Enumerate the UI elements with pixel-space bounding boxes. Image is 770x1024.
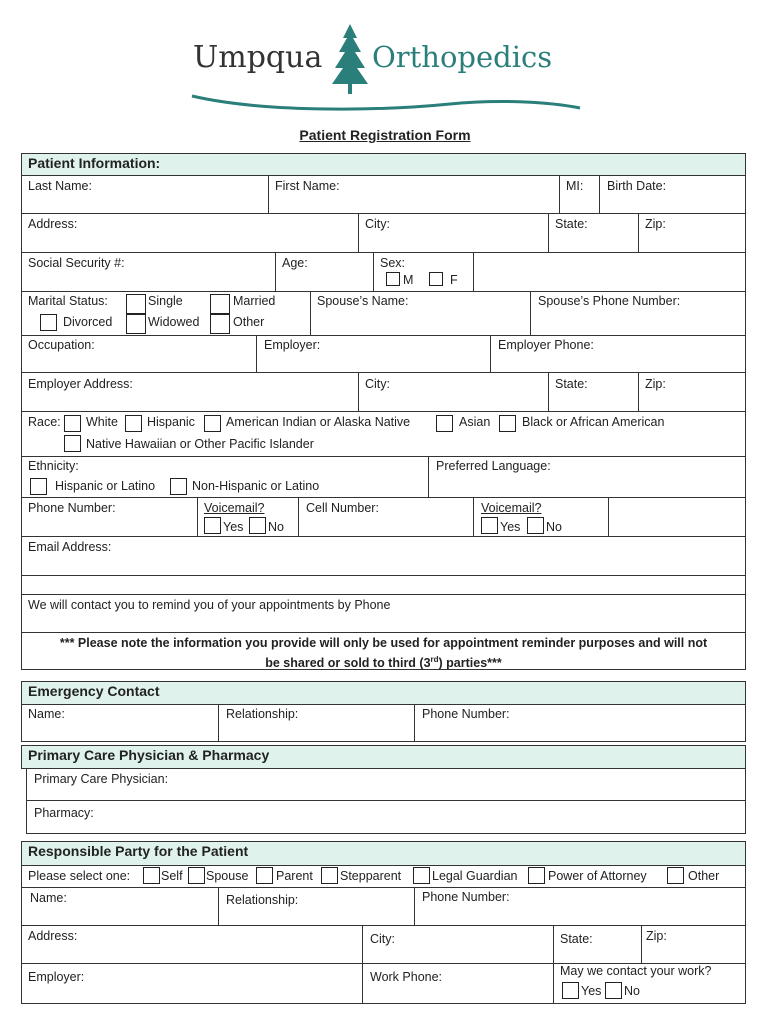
self-label: Self: [161, 869, 183, 883]
power-of-attorney-label: Power of Attorney: [548, 869, 647, 883]
privacy-notice-line1: *** Please note the information you provide will only be used for appointment reminder purposes and will not: [59, 636, 708, 650]
spouse-label: Spouse: [206, 869, 249, 883]
white-checkbox[interactable]: [64, 415, 81, 432]
patient-info-header: Patient Information:: [21, 153, 746, 176]
cell-voicemail-no-checkbox[interactable]: [527, 517, 544, 534]
parent-checkbox[interactable]: [256, 867, 273, 884]
cell-number-label: Cell Number:: [306, 501, 379, 515]
contact-work-yes-label: Yes: [581, 984, 602, 998]
american-indian-label: American Indian or Alaska Native: [226, 415, 411, 429]
responsible-state-label: State:: [560, 932, 593, 946]
responsible-phone-label: Phone Number:: [422, 890, 510, 904]
logo-right-word: Orthopedics: [372, 40, 553, 74]
stepparent-label: Stepparent: [340, 869, 402, 883]
divorced-label: Divorced: [63, 315, 113, 329]
please-select-label: Please select one:: [28, 869, 131, 883]
single-checkbox[interactable]: [126, 294, 146, 314]
responsible-zip-label: Zip:: [646, 929, 667, 943]
power-of-attorney-checkbox[interactable]: [528, 867, 545, 884]
employer-address-label: Employer Address:: [28, 377, 133, 391]
logo-left-word: Umpqua: [193, 40, 323, 75]
contact-work-no-label: No: [624, 984, 640, 998]
self-checkbox[interactable]: [143, 867, 160, 884]
employer-state-label: State:: [555, 377, 588, 391]
emergency-phone-label: Phone Number:: [422, 707, 510, 721]
non-hispanic-checkbox[interactable]: [170, 478, 187, 495]
voicemail-yes-checkbox[interactable]: [204, 517, 221, 534]
age-label: Age:: [282, 256, 308, 270]
first-name-label: First Name:: [275, 179, 340, 193]
birth-date-label: Birth Date:: [607, 179, 667, 193]
non-hispanic-label: Non-Hispanic or Latino: [192, 479, 320, 493]
employer-label: Employer:: [264, 338, 321, 352]
marital-status-label: Marital Status:: [28, 294, 108, 308]
pcp-pharmacy-header: Primary Care Physician & Pharmacy: [21, 745, 746, 769]
spouse-phone-label: Spouse’s Phone Number:: [538, 294, 681, 308]
contact-work-label: May we contact your work?: [560, 964, 712, 978]
stepparent-checkbox[interactable]: [321, 867, 338, 884]
phone-number-label: Phone Number:: [28, 501, 116, 515]
contact-work-yes-checkbox[interactable]: [562, 982, 579, 999]
hawaiian-label: Native Hawaiian or Other Pacific Islander: [86, 437, 314, 451]
sex-f-label: F: [450, 273, 458, 287]
cell-voicemail-yes-checkbox[interactable]: [481, 517, 498, 534]
privacy-notice-line2: be shared or sold to third (3rd) parties***: [265, 655, 502, 671]
emergency-name-label: Name:: [28, 707, 65, 721]
cell-voicemail-yes-label: Yes: [500, 520, 521, 534]
ssn-label: Social Security #:: [28, 256, 125, 270]
voicemail-label: Voicemail?: [204, 501, 265, 515]
black-checkbox[interactable]: [499, 415, 516, 432]
widowed-checkbox[interactable]: [126, 314, 146, 334]
married-checkbox[interactable]: [210, 294, 230, 314]
sex-label: Sex:: [380, 256, 406, 270]
american-indian-checkbox[interactable]: [204, 415, 221, 432]
hispanic-latino-checkbox[interactable]: [30, 478, 47, 495]
responsible-employer-label: Employer:: [28, 970, 85, 984]
form-title: Patient Registration Form: [299, 127, 471, 143]
hispanic-latino-label: Hispanic or Latino: [55, 479, 156, 493]
divorced-checkbox[interactable]: [40, 314, 57, 331]
contact-note: We will contact you to remind you of your appointments by Phone: [28, 598, 391, 612]
sex-f-checkbox[interactable]: [429, 272, 443, 286]
other-marital-label: Other: [233, 315, 265, 329]
hawaiian-checkbox[interactable]: [64, 435, 81, 452]
emergency-contact-grid: [21, 704, 746, 742]
occupation-label: Occupation:: [28, 338, 95, 352]
emergency-relationship-label: Relationship:: [226, 707, 299, 721]
employer-zip-label: Zip:: [645, 377, 666, 391]
cell-voicemail-label: Voicemail?: [481, 501, 542, 515]
voicemail-no-label: No: [268, 520, 284, 534]
address-label: Address:: [28, 217, 78, 231]
voicemail-yes-label: Yes: [223, 520, 244, 534]
work-phone-label: Work Phone:: [370, 970, 443, 984]
cell-voicemail-no-label: No: [546, 520, 562, 534]
hispanic-race-checkbox[interactable]: [125, 415, 142, 432]
white-label: White: [86, 415, 118, 429]
emergency-contact-header: Emergency Contact: [21, 681, 746, 705]
voicemail-no-checkbox[interactable]: [249, 517, 266, 534]
logo: [190, 20, 590, 115]
asian-checkbox[interactable]: [436, 415, 453, 432]
employer-city-label: City:: [365, 377, 390, 391]
email-label: Email Address:: [28, 540, 112, 554]
city-label: City:: [365, 217, 390, 231]
mi-label: MI:: [566, 179, 584, 193]
responsible-name-label: Name:: [30, 891, 67, 905]
parent-label: Parent: [276, 869, 313, 883]
spouse-name-label: Spouse’s Name:: [317, 294, 409, 308]
state-label: State:: [555, 217, 588, 231]
sex-m-checkbox[interactable]: [386, 272, 400, 286]
employer-phone-label: Employer Phone:: [498, 338, 594, 352]
other-marital-checkbox[interactable]: [210, 314, 230, 334]
primary-care-physician-label: Primary Care Physician:: [34, 772, 169, 786]
hispanic-race-label: Hispanic: [147, 415, 195, 429]
last-name-label: Last Name:: [28, 179, 92, 193]
race-label: Race:: [28, 415, 61, 429]
sex-m-label: M: [403, 273, 414, 287]
legal-guardian-label: Legal Guardian: [432, 869, 518, 883]
logo-swoosh: [190, 84, 590, 114]
responsible-party-header: Responsible Party for the Patient: [21, 841, 746, 866]
ethnicity-label: Ethnicity:: [28, 459, 79, 473]
asian-label: Asian: [459, 415, 491, 429]
widowed-label: Widowed: [148, 315, 200, 329]
zip-label: Zip:: [645, 217, 666, 231]
other-party-checkbox[interactable]: [667, 867, 684, 884]
responsible-relationship-label: Relationship:: [226, 893, 299, 907]
married-label: Married: [233, 294, 276, 308]
spouse-checkbox[interactable]: [188, 867, 205, 884]
black-label: Black or African American: [522, 415, 665, 429]
responsible-city-label: City:: [370, 932, 395, 946]
contact-work-no-checkbox[interactable]: [605, 982, 622, 999]
other-party-label: Other: [688, 869, 720, 883]
preferred-language-label: Preferred Language:: [436, 459, 551, 473]
legal-guardian-checkbox[interactable]: [413, 867, 430, 884]
responsible-address-label: Address:: [28, 929, 78, 943]
pharmacy-label: Pharmacy:: [34, 806, 94, 820]
single-label: Single: [148, 294, 183, 308]
